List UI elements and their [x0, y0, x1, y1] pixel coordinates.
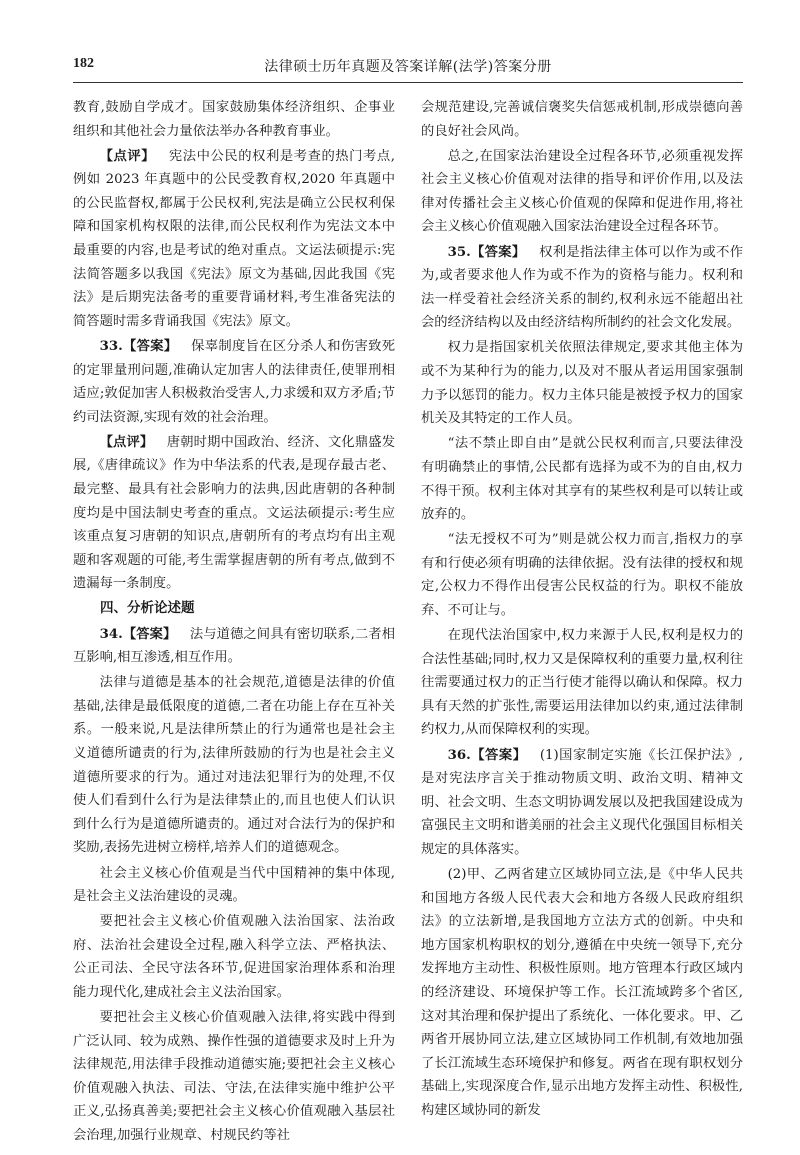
paragraph — [73, 145, 395, 334]
paragraph-text: (1)国家制定实施《长江保护法》,是对宪法序言关于推动物质文明、政治文明、精神文明、社会文明、生态文明协调发展以及把我国建设成为富强民主文明和谐美丽的社会主义现代化强国目标相关规定的具体落实。 — [421, 747, 743, 857]
paragraph-text: “法无授权不可为”则是就公权力而言,指权力的享有和行使必须有明确的法律依据。没有法律的授权和规定,公权力不得作出侵害公民权益的行为。职权不能放弃、不可让与。 — [421, 532, 743, 618]
answer-tag: 【点评】 — [99, 148, 156, 164]
answer-tag: 35.【答案】 — [447, 244, 526, 260]
paragraph — [73, 96, 395, 143]
paragraph — [421, 624, 743, 742]
paragraph — [421, 744, 743, 862]
answer-tag: 34.【答案】 — [99, 626, 177, 642]
answer-tag: 33.【答案】 — [99, 338, 178, 354]
paragraph-text: 社会主义核心价值观是当代中国精神的集中体现,是社会主义法治建设的灵魂。 — [73, 865, 395, 905]
paragraph — [73, 1006, 395, 1148]
paragraph-text: 在现代法治国家中,权力来源于人民,权利是权力的合法性基础;同时,权力又是保障权利的重要力量,权利往往需要通过权力的正当行使才能得以确认和保障。权力具有天然的扩张性,需要运用法律加以约束,通过法律制约权力,从而保障权利的实现。 — [421, 628, 743, 738]
paragraph — [73, 910, 395, 1004]
paragraph-text: 要把社会主义核心价值观融入法律,将实践中得到广泛认同、较为成熟、操作性强的道德要求及时上升为法律规范,用法律手段推动道德实施;要把社会主义核心价值观融入执法、司法、守法,在法律实施中维护公平正义,弘扬真善美;要把社会主义核心价值观融入基层社会治理,加强行业规章、村规民约等社 — [73, 1010, 395, 1144]
paragraph — [421, 528, 743, 622]
paragraph-text: 宪法中公民的权利是考查的热门考点,例如 2023 年真题中的公民受教育权,2020 年真题中的公民监督权,都属于公民权利,宪法是确立公民权利保障和国家机构权限的法律,而公民权利作为宪法文本中最重要的内容,也是考试的绝对重点。文运法硕提示:宪法简答题多以我国《宪法》原文为基础,因此我国《宪法》是后期宪法备考的重要背诵材料,考生准备宪法的简答题时需多背诵我国《宪法》原文。 — [73, 148, 395, 329]
paragraph-text: 要把社会主义核心价值观融入法治国家、法治政府、法治社会建设全过程,融入科学立法、严格执法、公正司法、全民守法各环节,促进国家治理体系和治理能力现代化,建成社会主义法治国家。 — [73, 914, 395, 1000]
paragraph-text: 权利是指法律主体可以作为或不作为,或者要求他人作为或不作为的资格与能力。权利和法一样受着社会经济关系的制约,权利永远不能超出社会的经济结构以及由经济结构所制约的社会文化发展。 — [421, 244, 743, 331]
paragraph — [421, 96, 743, 143]
answer-tag: 36.【答案】 — [447, 747, 527, 763]
paragraph — [73, 335, 395, 429]
paragraph — [421, 241, 743, 335]
paragraph-text: (2)甲、乙两省建立区域协同立法,是《中华人民共和国地方各级人民代表大会和地方各级人民政府组织法》的立法新增,是我国地方立法方式的创新。中央和地方国家机构职权的划分,遵循在中央统一领导下,充分发挥地方主动性、积极性原则。地方管理本行政区域内的经济建设、环境保护等工作。长江流域跨多个省区,这对其治理和保护提出了系统化、一体化要求。甲、乙两省开展协同立法,建立区域协同工作机制,有效地加强了长江流域生态环境保护和修复。两省在现有职权划分基础上,实现深度合作,显示出地方发挥主动性、积极性,构建区域协同的新发 — [421, 867, 743, 1118]
paragraph-text: 法与道德之间具有密切联系,二者相互影响,相互渗透,相互作用。 — [73, 626, 395, 666]
paragraph — [73, 862, 395, 909]
page-number: 182 — [73, 56, 94, 71]
paragraph-text: 保辜制度旨在区分杀人和伤害致死的定罪量刑问题,准确认定加害人的法律责任,使罪刑相适应;敦促加害人积极救治受害人,力求缓和双方矛盾;节约司法资源,实现有效的社会治理。 — [73, 338, 395, 425]
left-column — [73, 96, 395, 1149]
paragraph — [421, 863, 743, 1123]
answer-tag: 【点评】 — [99, 434, 154, 450]
paragraph — [73, 671, 395, 860]
header-rule — [73, 82, 743, 83]
paragraph-text: “法不禁止即自由”是就公民权利而言,只要法律没有明确禁止的事情,公民都有选择为或不为的自由,权力不得干预。权利主体对其享有的某些权利是可以转让或放弃的。 — [421, 436, 743, 523]
right-column — [421, 96, 743, 1124]
paragraph — [73, 431, 395, 596]
paragraph-text: 权力是指国家机关依照法律规定,要求其他主体为或不为某种行为的能力,以及对不服从者运用国家强制力予以惩罚的能力。权力主体只能是被授予权力的国家机关及其特定的工作人员。 — [421, 340, 743, 427]
paragraph-text: 法律与道德是基本的社会规范,道德是法律的价值基础,法律是最低限度的道德,二者在功能上存在互补关系。一般来说,凡是法律所禁止的行为通常也是社会主义道德所谴责的行为,法律所鼓励的行为也是社会主义道德所要求的行为。通过对违法犯罪行为的处理,不仅使人们看到什么行为是法律禁止的,而且也使人们认识到什么行为是道德所谴责的。通过对合法行为的保护和奖励,表扬先进树立榜样,培养人们的道德观念。 — [73, 675, 395, 856]
paragraph-text: 唐朝时期中国政治、经济、文化鼎盛发展,《唐律疏议》作为中华法系的代表,是现存最古老、最完整、最具有社会影响力的法典,因此唐朝的各种制度均是中国法制史考查的重点。文运法硕提示:考生应该重点复习唐朝的知识点,唐朝所有的考点均有出主观题和客观题的可能,考生需掌握唐朝的所有考点,做到不遗漏每一条制度。 — [73, 434, 396, 592]
paragraph-text: 总之,在国家法治建设全过程各环节,必须重视发挥社会主义核心价值观对法律的指导和评价作用,以及法律对传播社会主义核心价值观的保障和促进作用,将社会主义核心价值观融入国家法治建设全过程各环节。 — [421, 148, 743, 235]
paragraph-text: 教育,鼓励自学成才。国家鼓励集体经济组织、企事业组织和其他社会力量依法举办各种教育事业。 — [73, 100, 395, 139]
paragraph-text: 会规范建设,完善诚信褒奖失信惩戒机制,形成崇德向善的良好社会风尚。 — [421, 100, 743, 139]
paragraph — [421, 432, 743, 526]
paragraph — [73, 623, 395, 670]
page-header — [73, 56, 743, 78]
paragraph — [421, 145, 743, 239]
paragraph — [421, 336, 743, 430]
running-title: 法律硕士历年真题及答案详解(法学)答案分册 — [264, 59, 552, 75]
section-heading: 四、分析论述题 — [100, 600, 195, 617]
